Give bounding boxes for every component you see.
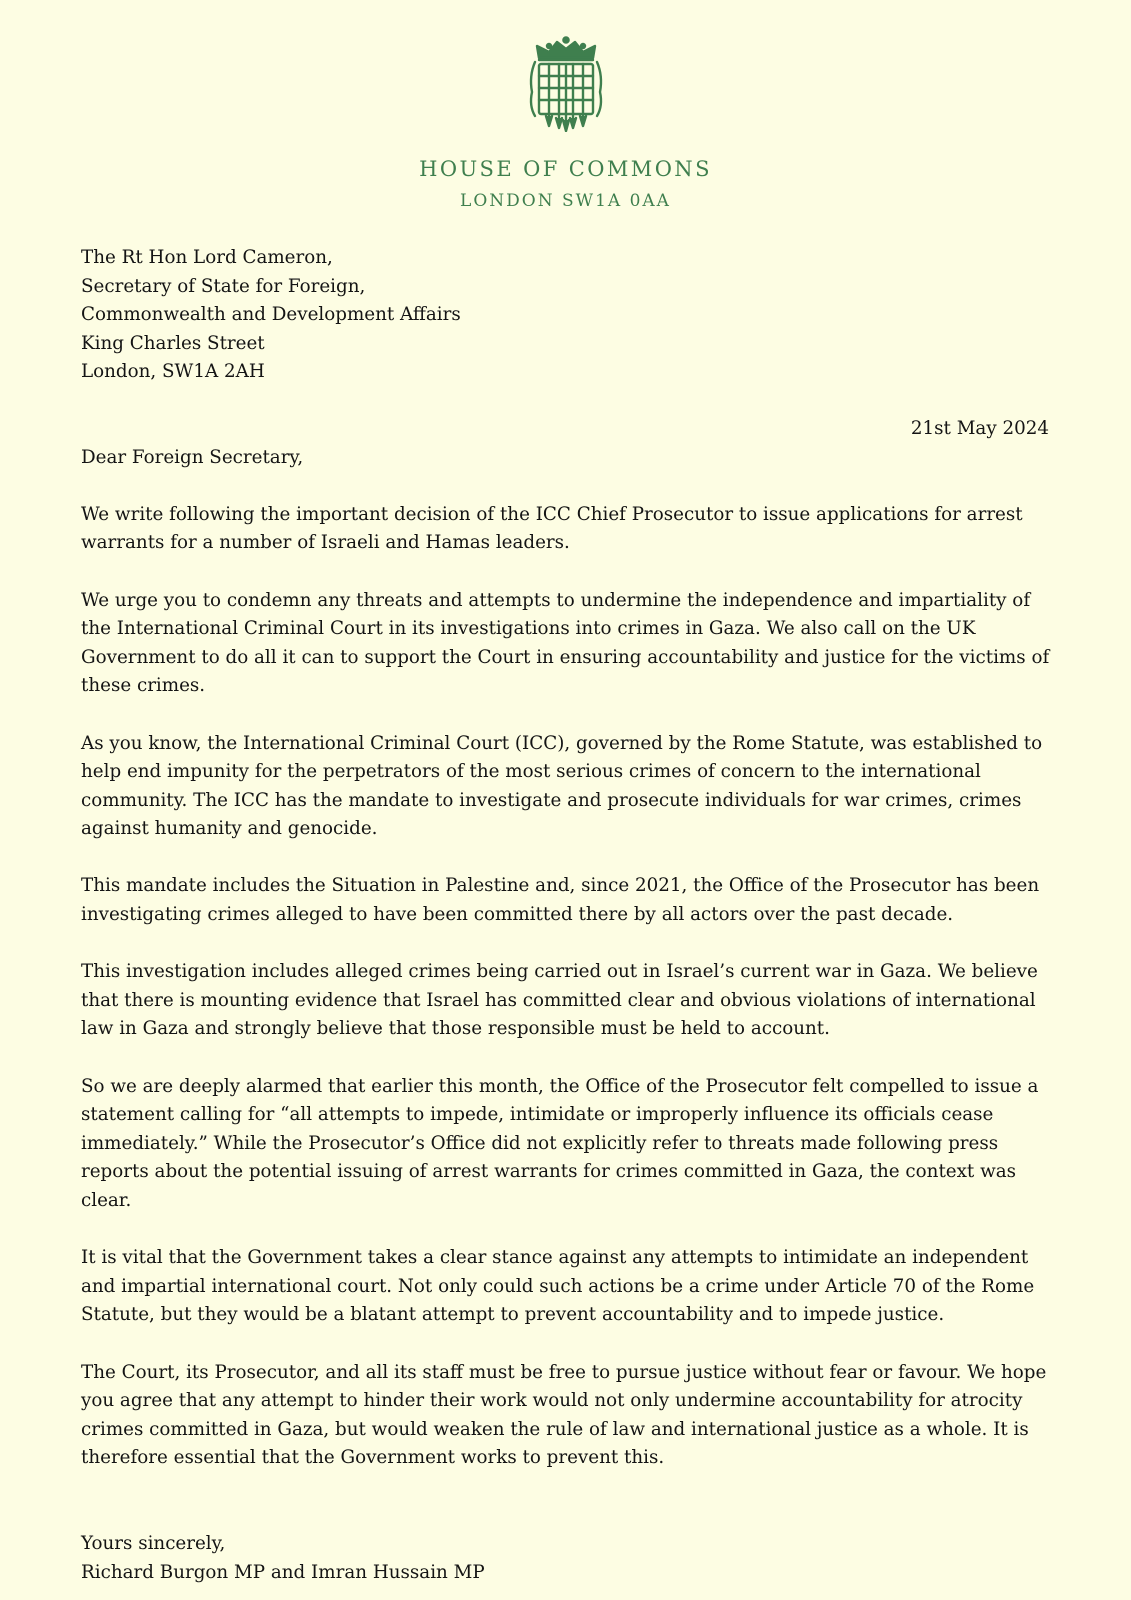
body-paragraph: We urge you to condemn any threats and attempts to undermine the independence and impartiality of the International Criminal Court in its investigations into crimes in Gaza. We also call on the UK Government to do all it can to support the Court in ensuring accountability and justice for the victims of these crimes.: [81, 589, 1050, 697]
recipient-address: [81, 244, 1051, 387]
body-paragraph: The Court, its Prosecutor, and all its staff must be free to pursue justice without fear or favour. We hope you agree that any attempt to hinder their work would not only undermine accountability for atrocity crimes committed in Gaza, but would weaken the rule of law and international justice as a whole. It is therefore essential that the Government works to prevent this.: [81, 1361, 1047, 1469]
valediction: Yours sincerely,: [81, 1532, 226, 1554]
body-paragraph: So we are deeply alarmed that earlier this month, the Office of the Prosecutor felt compelled to issue a statement calling for “all attempts to impede, intimidate or improperly influence its officials cease immediately.” While the Prosecutor’s Office did not explicitly refer to threats made following press reports about the potential issuing of arrest warrants for crimes committed in Gaza, the context was clear.: [81, 1075, 1039, 1211]
closing: [81, 1530, 1051, 1587]
letterhead: [0, 36, 1131, 212]
recipient-line: Commonwealth and Development Affairs: [81, 304, 461, 326]
letter-body: [81, 244, 1051, 1587]
body-paragraph: This investigation includes alleged crimes being carried out in Israel’s current war in Gaza. We believe that there is mounting evidence that Israel has committed clear and obvious violations of international law in Gaza and strongly believe that those responsible must be held to account.: [81, 961, 1038, 1040]
letter-date: 21st May 2024: [910, 417, 1049, 439]
organization-name: HOUSE OF COMMONS: [419, 157, 712, 181]
salutation: Dear Foreign Secretary,: [81, 446, 304, 468]
body-paragraph: It is vital that the Government takes a clear stance against any attempts to intimidate an independent and impartial international court. Not only could such actions be a crime under Article 70 of the Rome Statute, but they would be a blatant attempt to prevent accountability and to impede justice.: [81, 1247, 1035, 1326]
body-paragraph: We write following the important decision of the ICC Chief Prosecutor to issue applications for arrest warrants for a number of Israeli and Hamas leaders.: [81, 503, 1023, 554]
body-paragraph: As you know, the International Criminal Court (ICC), governed by the Rome Statute, was established to help end impunity for the perpetrators of the most serious crimes of concern to the international community. The ICC has the mandate to investigate and prosecute individuals for war crimes, crimes against humanity and genocide.: [81, 732, 1043, 840]
recipient-line: King Charles Street: [81, 332, 265, 354]
signatories: Richard Burgon MP and Imran Hussain MP: [81, 1561, 485, 1583]
portcullis-icon: [527, 36, 605, 132]
recipient-line: The Rt Hon Lord Cameron,: [81, 247, 333, 268]
organization-address: LONDON SW1A 0AA: [460, 191, 671, 211]
recipient-line: London, SW1A 2AH: [81, 361, 265, 383]
body-paragraph: This mandate includes the Situation in Palestine and, since 2021, the Office of the Prosecutor has been investigating crimes alleged to have been committed there by all actors over the past decade.: [81, 875, 1040, 926]
recipient-line: Secretary of State for Foreign,: [81, 275, 366, 297]
